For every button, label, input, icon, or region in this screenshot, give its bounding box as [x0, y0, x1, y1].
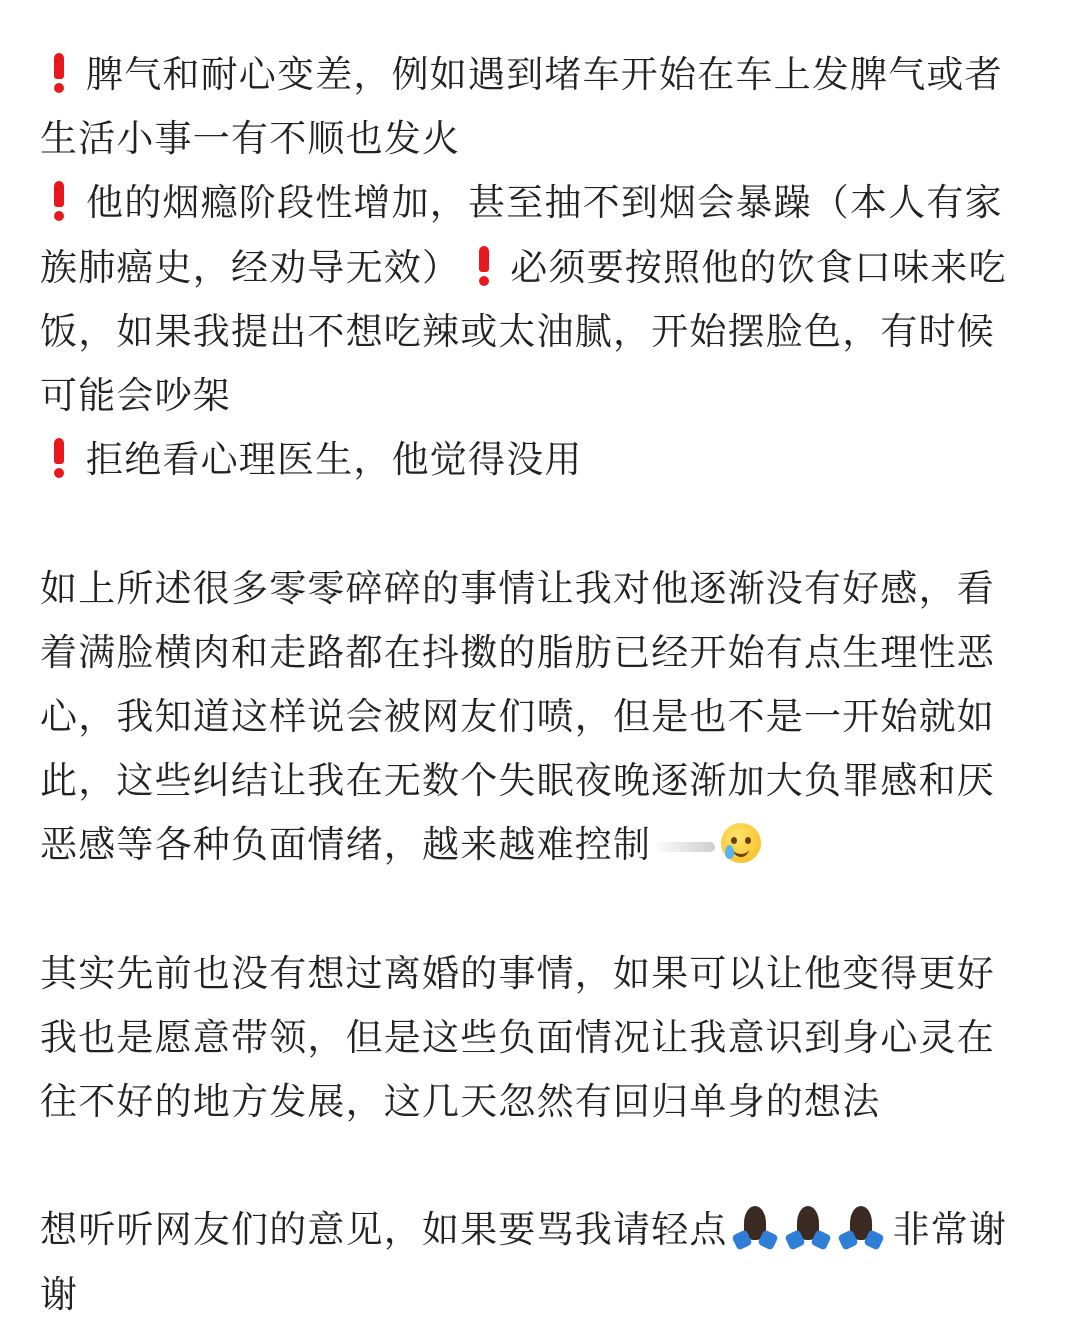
line-text: 必须要按照他的饮食口味来吃: [510, 245, 1007, 289]
line-text: 想听听网友们的意见，如果要骂我请轻点: [40, 1208, 728, 1252]
line-text: 可能会吵架: [40, 373, 231, 417]
line-text: 脾气和耐心变差，例如遇到堵车开始在车上发脾气或者: [86, 53, 1003, 96]
paragraph-line: [40, 1263, 1040, 1327]
folded-hands-icon: [785, 1206, 831, 1250]
paragraph-line: [40, 557, 1040, 621]
red-exclamation-icon: [478, 246, 490, 284]
paragraph-gap: [40, 492, 1040, 556]
line-text: 我也是愿意带领，但是这些负面情况让我意识到身心灵在: [40, 1015, 995, 1059]
paragraph-line: [40, 813, 1040, 877]
line-text: 如上所述很多零零碎碎的事情让我对他逐渐没有好感，看: [40, 566, 995, 610]
paragraph-line: [40, 621, 1040, 685]
paragraph-line: [40, 428, 1040, 492]
paragraph-line: [40, 43, 1040, 107]
paragraph-line: [40, 1198, 1040, 1262]
paragraph-line: [40, 364, 1040, 428]
paragraph-line: [40, 1070, 1040, 1134]
paragraph-gap: [40, 877, 1040, 941]
folded-hands-group: [732, 1208, 891, 1251]
face-holding-back-tears-icon: [721, 823, 761, 863]
line-text: 其实先前也没有想过离婚的事情，如果可以让他变得更好: [40, 951, 995, 995]
line-text: 饭，如果我提出不想吃辣或太油腻，开始摆脸色，有时候: [40, 309, 995, 353]
paragraph-line: [40, 1006, 1040, 1070]
line-text: 拒绝看心理医生，他觉得没用: [86, 438, 583, 482]
folded-hands-icon: [732, 1206, 778, 1250]
paragraph-line: [40, 749, 1040, 813]
line-text: 族肺癌史，经劝导无效）: [40, 245, 461, 289]
folded-hands-icon: [838, 1206, 884, 1250]
red-exclamation-icon: [53, 438, 65, 476]
paragraph-gap: [40, 1134, 1040, 1198]
line-text: 谢: [40, 1272, 79, 1316]
paragraph-line: [40, 107, 1040, 171]
line-text: 非常谢: [892, 1208, 1008, 1252]
line-text: 往不好的地方发展，这几天忽然有回归单身的想法: [40, 1080, 881, 1123]
red-exclamation-icon: [53, 181, 65, 219]
post-body: [40, 43, 1040, 1327]
paragraph-line: [40, 236, 1040, 300]
red-exclamation-icon: [53, 53, 65, 91]
line-text: 心，我知道这样说会被网友们喷，但是也不是一开始就如: [40, 694, 995, 738]
line-text: 生活小事一有不顺也发火: [40, 117, 461, 161]
paragraph-line: [40, 171, 1040, 235]
line-text: 着满脸横肉和走路都在抖擞的脂肪已经开始有点生理性恶: [40, 630, 995, 674]
line-text: 他的烟瘾阶段性增加，甚至抽不到烟会暴躁（本人有家: [86, 181, 1003, 225]
motion-blur-decoration: [653, 842, 715, 852]
paragraph-line: [40, 685, 1040, 749]
paragraph-line: [40, 942, 1040, 1006]
line-text: 恶感等各种负面情绪，越来越难控制: [40, 823, 652, 867]
line-text: 此，这些纠结让我在无数个失眠夜晚逐渐加大负罪感和厌: [40, 759, 995, 803]
paragraph-line: [40, 300, 1040, 364]
